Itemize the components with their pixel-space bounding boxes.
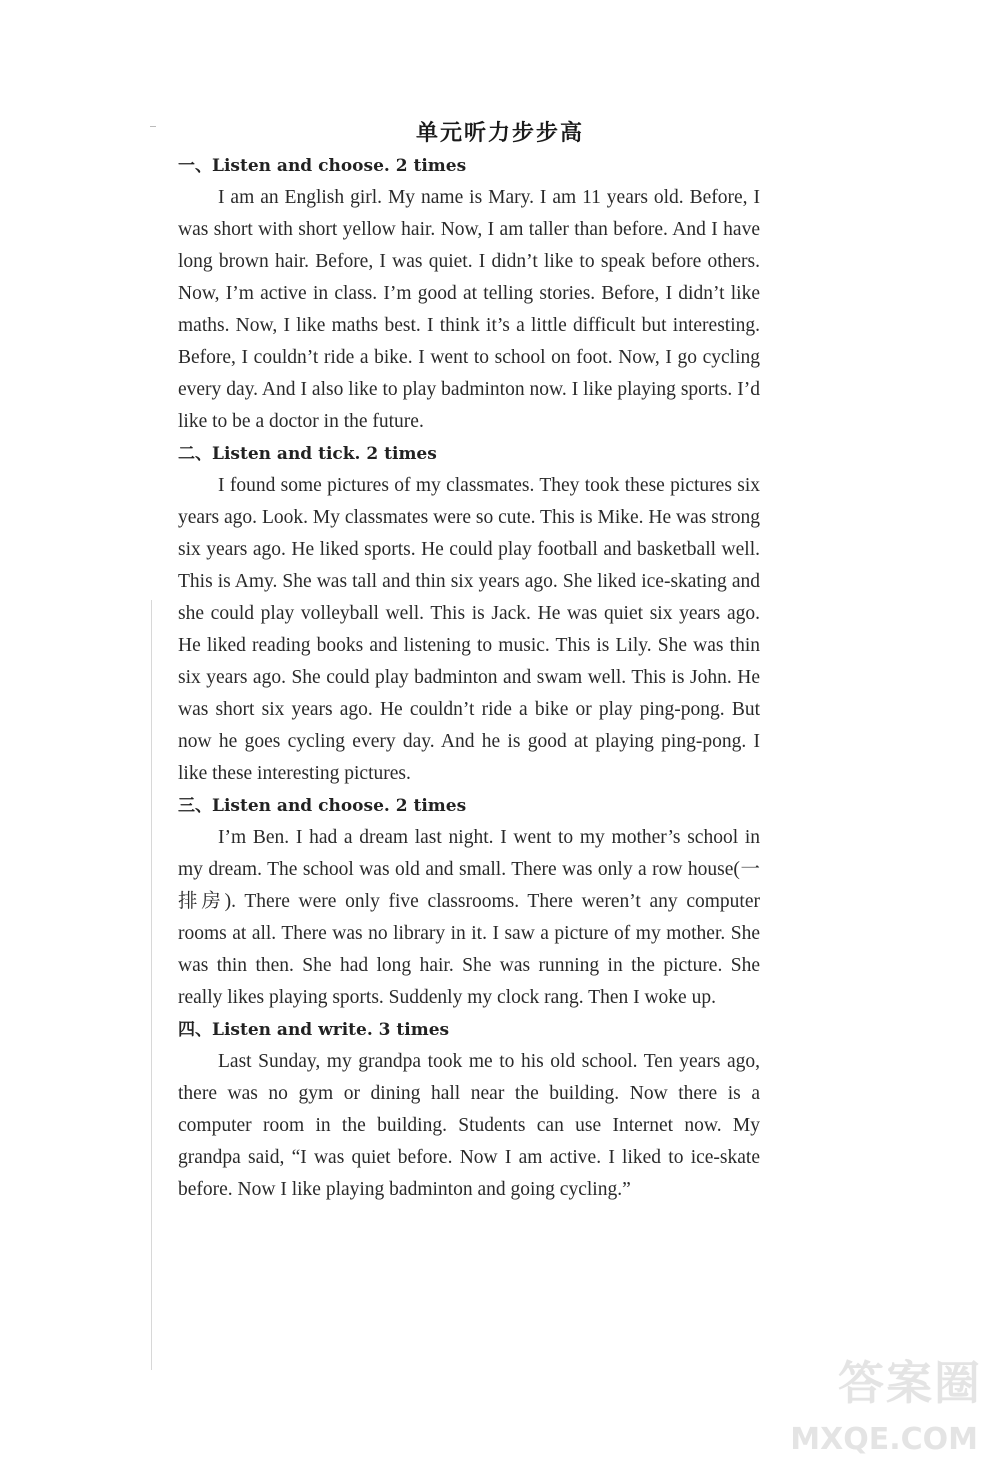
section-2 xyxy=(178,438,760,790)
section-heading: 四、Listen and write. 3 times xyxy=(178,1020,450,1040)
section-1 xyxy=(178,150,760,438)
section-heading: 一、Listen and choose. 2 times xyxy=(178,156,467,176)
watermark xyxy=(792,1347,982,1457)
section-passage: I am an English girl. My name is Mary. I am 11 years old. Before, I was short with short yellow hair. Now, I am taller than before. And I have long brown hair. Before, I was quiet. I didn’t like to speak before others. Now, I’m active in class. I’m good at telling stories. Before, I didn’t like maths. Now, I like maths best. I think it’s a little difficult but interesting. Before, I couldn’t ride a bike. I went to school on foot. Now, I go cycling every day. And I also like to play badminton now. I like playing sports. I’d like to be a doctor in the future. xyxy=(178,187,760,432)
page-title: 单元听力步步高 xyxy=(415,121,584,146)
section-heading: 二、Listen and tick. 2 times xyxy=(178,444,437,464)
margin-rule xyxy=(151,600,152,1370)
section-passage: I found some pictures of my classmates. They took these pictures six years ago. Look. My classmates were so cute. This is Mike. He was strong six years ago. He liked sports. He could play football and basketball well. This is Amy. She was tall and thin six years ago. She liked ice-skating and she could play volleyball well. This is Jack. He was quiet six years ago. He liked reading books and listening to music. This is Lily. She was thin six years ago. She could play badminton and swam well. This is John. He was short six years ago. He couldn’t ride a bike or play ping-pong. But now he goes cycling every day. And he is good at playing ping-pong. I like these interesting pictures. xyxy=(178,475,760,784)
section-3 xyxy=(178,790,760,1014)
watermark-logo: 答案圈 xyxy=(838,1356,982,1410)
section-passage: I’m Ben. I had a dream last night. I went to my mother’s school in my dream. The school was old and small. There was only a row house(一排房). There were only five classrooms. There weren’t any computer rooms at all. There was no library in it. I saw a picture of my mother. She was thin then. She had long hair. She was running in the picture. She really likes playing sports. Suddenly my clock rang. Then I woke up. xyxy=(178,827,760,1008)
section-heading: 三、Listen and choose. 2 times xyxy=(178,796,467,816)
document-body xyxy=(178,150,760,1206)
section-4 xyxy=(178,1014,760,1206)
watermark-url: MXQE.COM xyxy=(790,1422,978,1457)
section-passage: Last Sunday, my grandpa took me to his old school. Ten years ago, there was no gym or dining hall near the building. Now there is a computer room in the building. Students can use Internet now. My grandpa said, “I was quiet before. Now I am active. I liked to ice-skate before. Now I like playing badminton and going cycling.” xyxy=(178,1051,760,1200)
